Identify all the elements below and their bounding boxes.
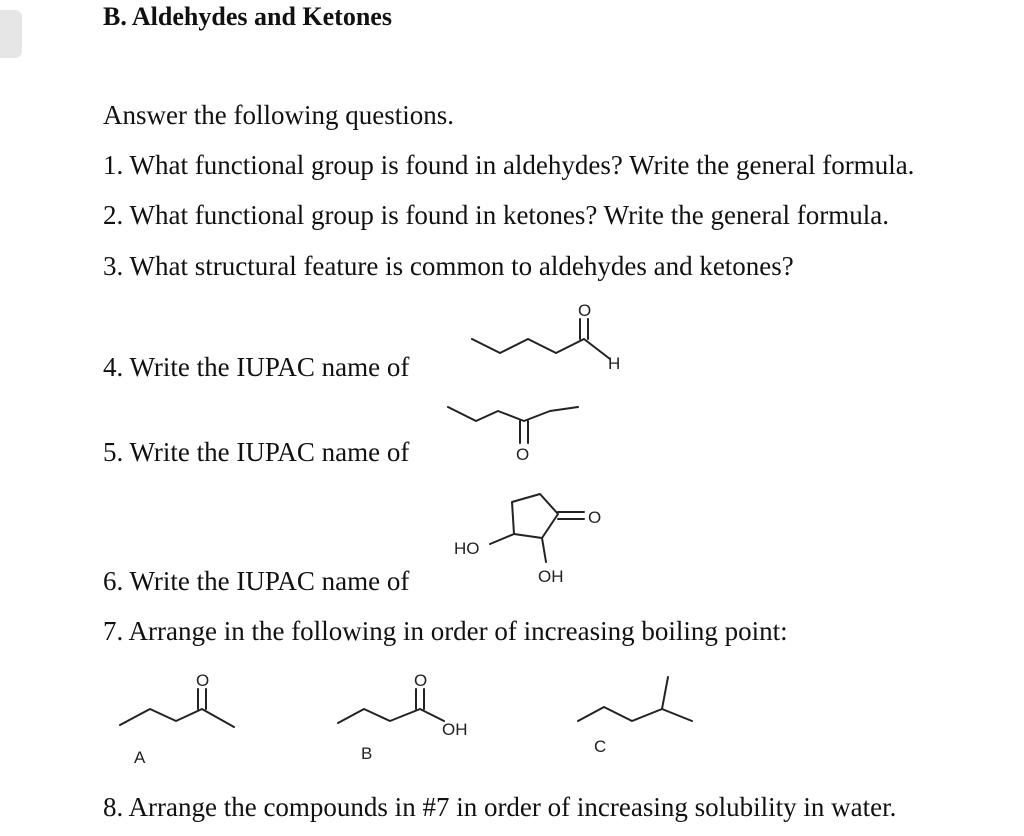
q4-aldehyde-structure: [460, 295, 640, 375]
question-8: 8. Arrange the compounds in #7 in order of increasing solubility in water.: [103, 792, 897, 822]
compound-b-oxygen-label: O: [414, 671, 428, 690]
instructions-text: Answer the following questions.: [103, 100, 454, 130]
compound-c-structure: [570, 665, 710, 745]
q6-cyclopentanone-structure: [450, 480, 630, 590]
q6-hydroxyl-left-label: HO: [454, 539, 480, 558]
q6-oxygen-label: O: [588, 508, 602, 527]
question-6: 6. Write the IUPAC name of: [103, 566, 410, 596]
question-5: 5. Write the IUPAC name of: [103, 437, 410, 467]
q4-oxygen-label: O: [578, 301, 592, 320]
compound-b-hydroxyl-label: OH: [442, 720, 468, 739]
compound-b-label: B: [361, 744, 373, 763]
question-3: 3. What structural feature is common to aldehydes and ketones?: [103, 251, 794, 281]
compound-a-structure: [110, 665, 250, 745]
compound-a-oxygen-label: O: [196, 671, 210, 690]
question-4: 4. Write the IUPAC name of: [103, 352, 410, 382]
question-1: 1. What functional group is found in aldehydes? Write the general formula.: [103, 150, 915, 180]
q4-hydrogen-label: H: [608, 354, 621, 373]
q6-hydroxyl-bottom-label: OH: [538, 567, 564, 586]
compound-b-structure: [330, 665, 490, 745]
compound-a-label: A: [134, 748, 146, 767]
question-2: 2. What functional group is found in ketones? Write the general formula.: [103, 200, 889, 230]
q5-oxygen-label: O: [516, 445, 530, 464]
section-heading: B. Aldehydes and Ketones: [103, 2, 392, 31]
compound-c-label: C: [594, 737, 607, 756]
page-edge-tab: [0, 10, 22, 58]
question-7: 7. Arrange in the following in order of increasing boiling point:: [103, 616, 788, 646]
q5-ketone-structure: [440, 395, 600, 475]
